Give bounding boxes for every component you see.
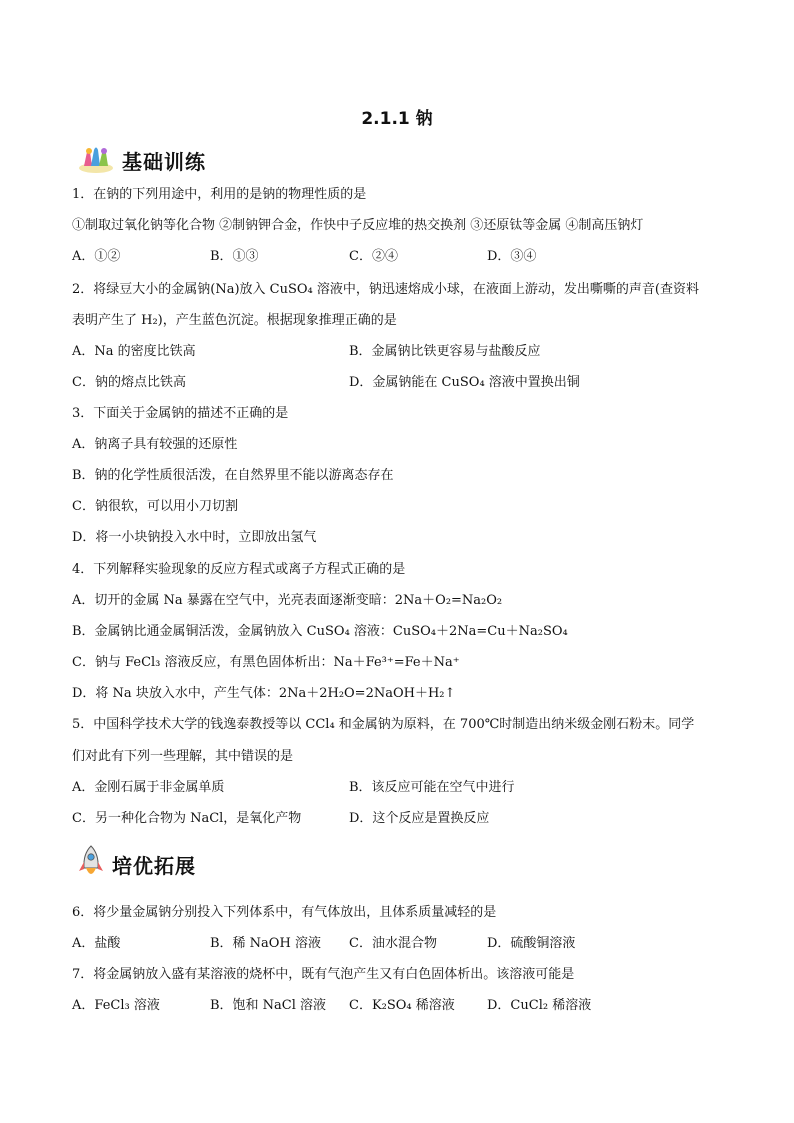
q5-stem-line2: 们对此有下列一些理解，其中错误的是	[72, 749, 294, 764]
q4-option-d: D．将 Na 块放入水中，产生气体：2Na＋2H₂O=2NaOH＋H₂↑	[72, 686, 456, 701]
q4-option-a: A．切开的金属 Na 暴露在空气中，光亮表面逐渐变暗：2Na＋O₂=Na₂O₂	[72, 593, 503, 608]
q5-option-b: B．该反应可能在空气中进行	[349, 780, 515, 795]
q2-option-b: B．金属钠比铁更容易与盐酸反应	[349, 344, 541, 359]
q1-option-c: C．②④	[349, 249, 398, 264]
q3-option-a: A．钠离子具有较强的还原性	[72, 437, 238, 452]
q6-option-d: D．硫酸铜溶液	[487, 936, 576, 951]
q5-option-c: C．另一种化合物为 NaCl，是氧化产物	[72, 811, 302, 826]
q7-option-b: B．饱和 NaCl 溶液	[210, 998, 327, 1013]
section-title-basic: 基础训练	[122, 149, 206, 174]
q3-option-c: C．钠很软，可以用小刀切割	[72, 499, 238, 514]
q5-option-a: A．金刚石属于非金属单质	[72, 780, 225, 795]
q3-option-d: D．将一小块钠投入水中时，立即放出氢气	[72, 530, 317, 545]
q7-option-a: A．FeCl₃ 溶液	[72, 998, 160, 1013]
q4-option-b: B．金属钠比通金属铜活泼，金属钠放入 CuSO₄ 溶液：CuSO₄＋2Na=Cu＋Na₂SO₄	[72, 624, 568, 639]
q1-option-b: B．①③	[210, 249, 259, 264]
q3-stem: 3．下面关于金属钠的描述不正确的是	[72, 406, 289, 421]
q7-option-c: C．K₂SO₄ 稀溶液	[349, 998, 455, 1013]
section-header-basic	[76, 142, 206, 178]
section-title-advanced: 培优拓展	[112, 853, 196, 878]
rocket-icon	[76, 844, 106, 884]
q5-option-d: D．这个反应是置换反应	[349, 811, 490, 826]
q1-option-d: D．③④	[487, 249, 537, 264]
q6-option-b: B．稀 NaOH 溶液	[210, 936, 321, 951]
q4-stem: 4．下列解释实验现象的反应方程式或离子方程式正确的是	[72, 562, 406, 577]
q2-option-c: C．钠的熔点比铁高	[72, 375, 186, 390]
q6-stem: 6．将少量金属钠分别投入下列体系中，有气体放出，且体系质量减轻的是	[72, 905, 497, 920]
q1-stem: 1．在钠的下列用途中，利用的是钠的物理性质的是	[72, 187, 367, 202]
q3-option-b: B．钠的化学性质很活泼，在自然界里不能以游离态存在	[72, 468, 394, 483]
q2-option-a: A．Na 的密度比铁高	[72, 344, 196, 359]
q7-option-d: D．CuCl₂ 稀溶液	[487, 998, 592, 1013]
q1-option-a: A．①②	[72, 249, 121, 264]
q6-option-c: C．油水混合物	[349, 936, 437, 951]
q2-option-d: D．金属钠能在 CuSO₄ 溶液中置换出铜	[349, 375, 580, 390]
page-title: 2.1.1 钠	[361, 109, 433, 129]
q2-stem-line2: 表明产生了 H₂)，产生蓝色沉淀。根据现象推理正确的是	[72, 313, 397, 328]
q4-option-c: C．钠与 FeCl₃ 溶液反应，有黑色固体析出：Na＋Fe³⁺=Fe＋Na⁺	[72, 655, 460, 670]
q1-items: ①制取过氧化钠等化合物 ②制钠钾合金，作快中子反应堆的热交换剂 ③还原钛等金属 ④制高压钠灯	[72, 218, 644, 233]
q7-stem: 7．将金属钠放入盛有某溶液的烧杯中，既有气泡产生又有白色固体析出。该溶液可能是	[72, 967, 575, 982]
section-header-advanced	[76, 846, 196, 882]
q5-stem-line1: 5．中国科学技术大学的钱逸泰教授等以 CCl₄ 和金属钠为原料，在 700℃时制造出纳米级金刚石粉末。同学	[72, 717, 695, 732]
q6-option-a: A．盐酸	[72, 936, 121, 951]
palette-icon	[76, 142, 116, 178]
q2-stem-line1: 2．将绿豆大小的金属钠(Na)放入 CuSO₄ 溶液中，钠迅速熔成小球，在液面上游动，发出嘶嘶的声音(查资料	[72, 282, 699, 297]
